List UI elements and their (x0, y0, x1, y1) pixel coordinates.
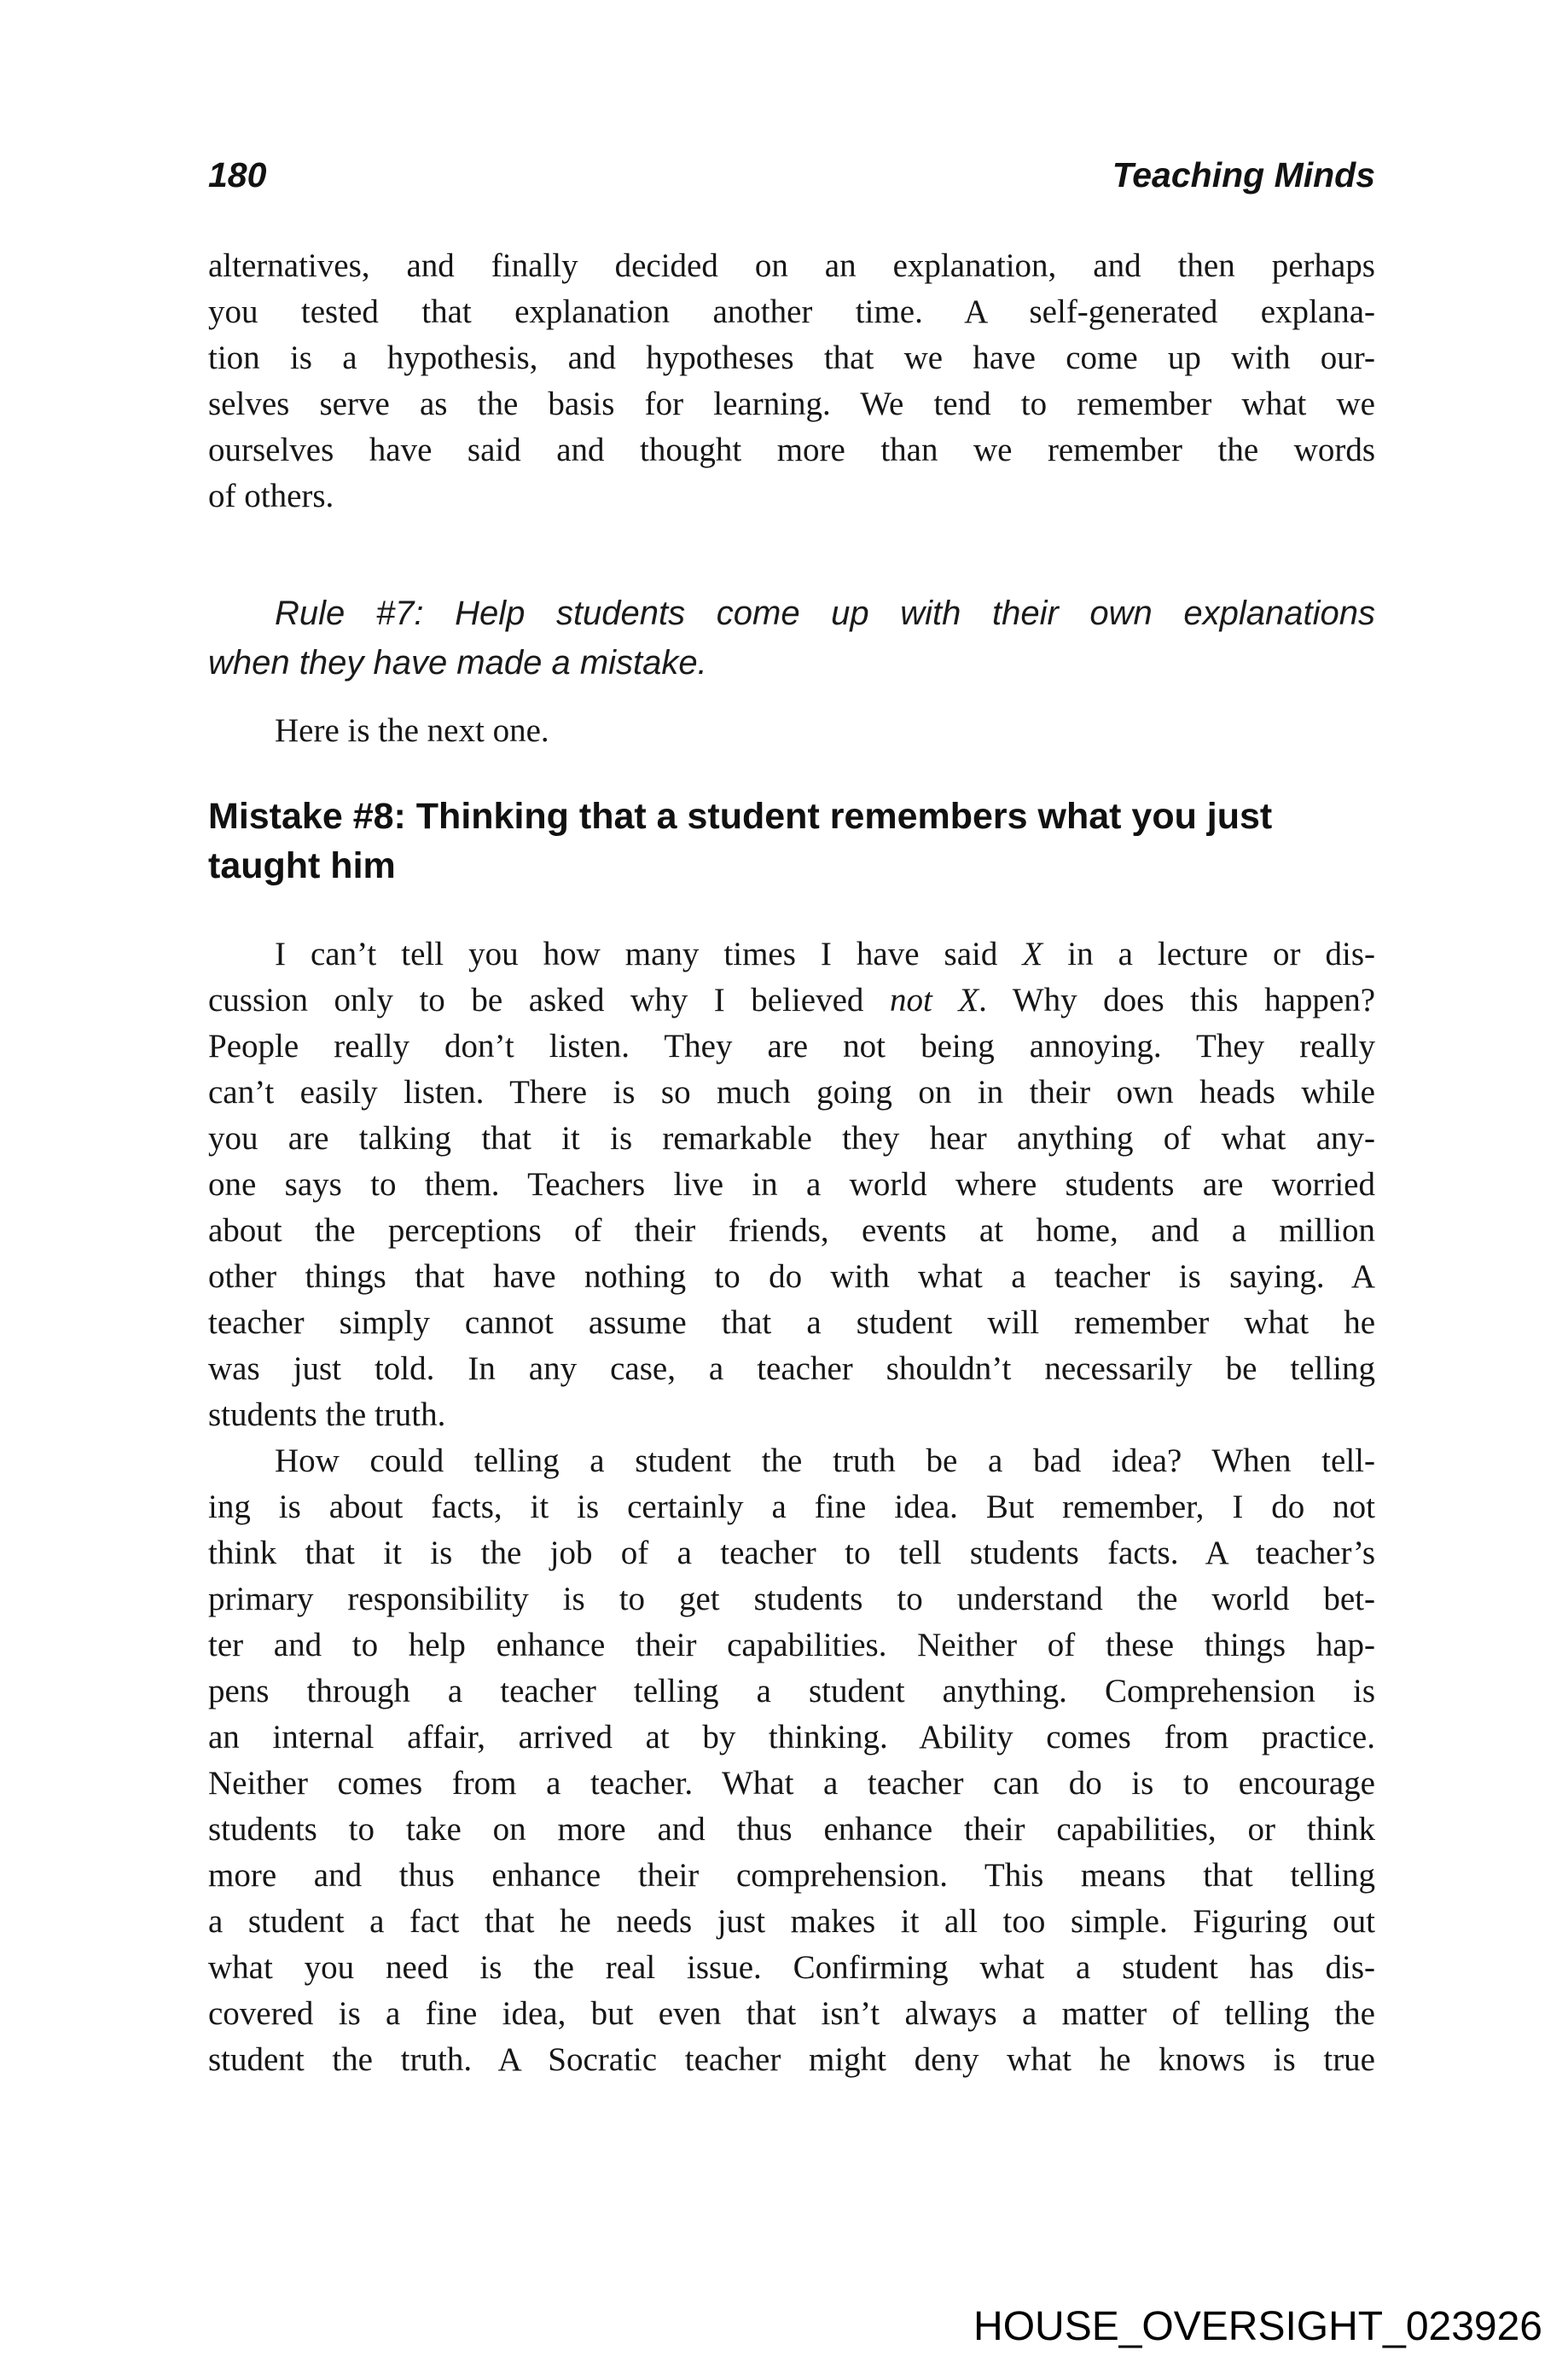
text-line: an internal affair, arrived at by thinking. Ability comes from practice. (208, 1719, 1375, 1756)
bates-stamp: HOUSE_OVERSIGHT_023926 (973, 2304, 1542, 2349)
text-line: student the truth. A Socratic teacher might deny what he knows is true (208, 2041, 1375, 2078)
text-line (208, 978, 1375, 1024)
text-line: tion is a hypothesis, and hypotheses that we have come up with our- (208, 340, 1375, 376)
italic-text: not X (889, 982, 979, 1019)
text-line: can’t easily listen. There is so much going on in their own heads while (208, 1074, 1375, 1111)
text-line: of others. (208, 478, 334, 514)
text-line: Neither comes from a teacher. What a teacher can do is to encourage (208, 1765, 1375, 1802)
text-line: ter and to help enhance their capabilities. Neither of these things hap- (208, 1627, 1375, 1663)
text-segment: cussion only to be asked why I believed (208, 982, 890, 1019)
text-line: what you need is the real issue. Confirming what a student has dis- (208, 1949, 1375, 1986)
text-segment: I can’t tell you how many times I have said (275, 936, 1023, 972)
mistake-8-heading (208, 792, 1375, 891)
text-line: think that it is the job of a teacher to tell students facts. A teacher’s (208, 1535, 1375, 1571)
text-line: ourselves have said and thought more than we remember the words (208, 432, 1375, 468)
main-body-text (208, 931, 1375, 2083)
text-line: a student a fact that he needs just makes it all too simple. Figuring out (208, 1903, 1375, 1940)
text-line: you tested that explanation another time. A self-generated explana- (208, 293, 1375, 330)
text-line: teacher simply cannot assume that a student will remember what he (208, 1304, 1375, 1341)
text-line: covered is a fine idea, but even that isn’t always a matter of telling the (208, 1995, 1375, 2032)
text-line: taught him (208, 845, 396, 886)
text-line: alternatives, and finally decided on an explanation, and then perhaps (208, 247, 1375, 284)
text-line: about the perceptions of their friends, events at home, and a million (208, 1212, 1375, 1249)
text-line: students to take on more and thus enhance their capabilities, or think (208, 1811, 1375, 1848)
text-line: People really don’t listen. They are not being annoying. They really (208, 1028, 1375, 1065)
book-title: Teaching Minds (1112, 155, 1375, 194)
text-line: you are talking that it is remarkable they hear anything of what any- (208, 1120, 1375, 1157)
text-line: one says to them. Teachers live in a world where students are worried (208, 1166, 1375, 1203)
text-line: ing is about facts, it is certainly a fine idea. But remember, I do not (208, 1489, 1375, 1525)
text-segment: in a lecture or dis- (1042, 936, 1375, 972)
italic-text: X (1022, 936, 1043, 972)
text-line (208, 931, 1375, 978)
text-line: pens through a teacher telling a student anything. Comprehension is (208, 1673, 1375, 1709)
text-line: Rule #7: Help students come up with their own explanations (275, 595, 1375, 632)
text-line: primary responsibility is to get students to understand the world bet- (208, 1581, 1375, 1617)
text-line: Mistake #8: Thinking that a student remembers what you just (208, 796, 1273, 837)
page-header (208, 155, 1375, 195)
text-line: when they have made a mistake. (208, 644, 707, 682)
rule-7-paragraph (208, 589, 1375, 688)
text-line: students the truth. (208, 1396, 446, 1433)
text-line: other things that have nothing to do with what a teacher is saying. A (208, 1258, 1375, 1295)
text-line: Here is the next one. (275, 712, 549, 749)
text-line: more and thus enhance their comprehension. This means that telling (208, 1857, 1375, 1894)
page-number: 180 (208, 155, 267, 194)
transition-line (208, 708, 1375, 754)
text-segment: . Why does this happen? (979, 982, 1375, 1019)
text-line: was just told. In any case, a teacher shouldn’t necessarily be telling (208, 1350, 1375, 1387)
text-line: How could telling a student the truth be a bad idea? When tell- (275, 1442, 1375, 1479)
paragraph-continuation (208, 243, 1375, 519)
text-line: selves serve as the basis for learning. We tend to remember what we (208, 386, 1375, 422)
